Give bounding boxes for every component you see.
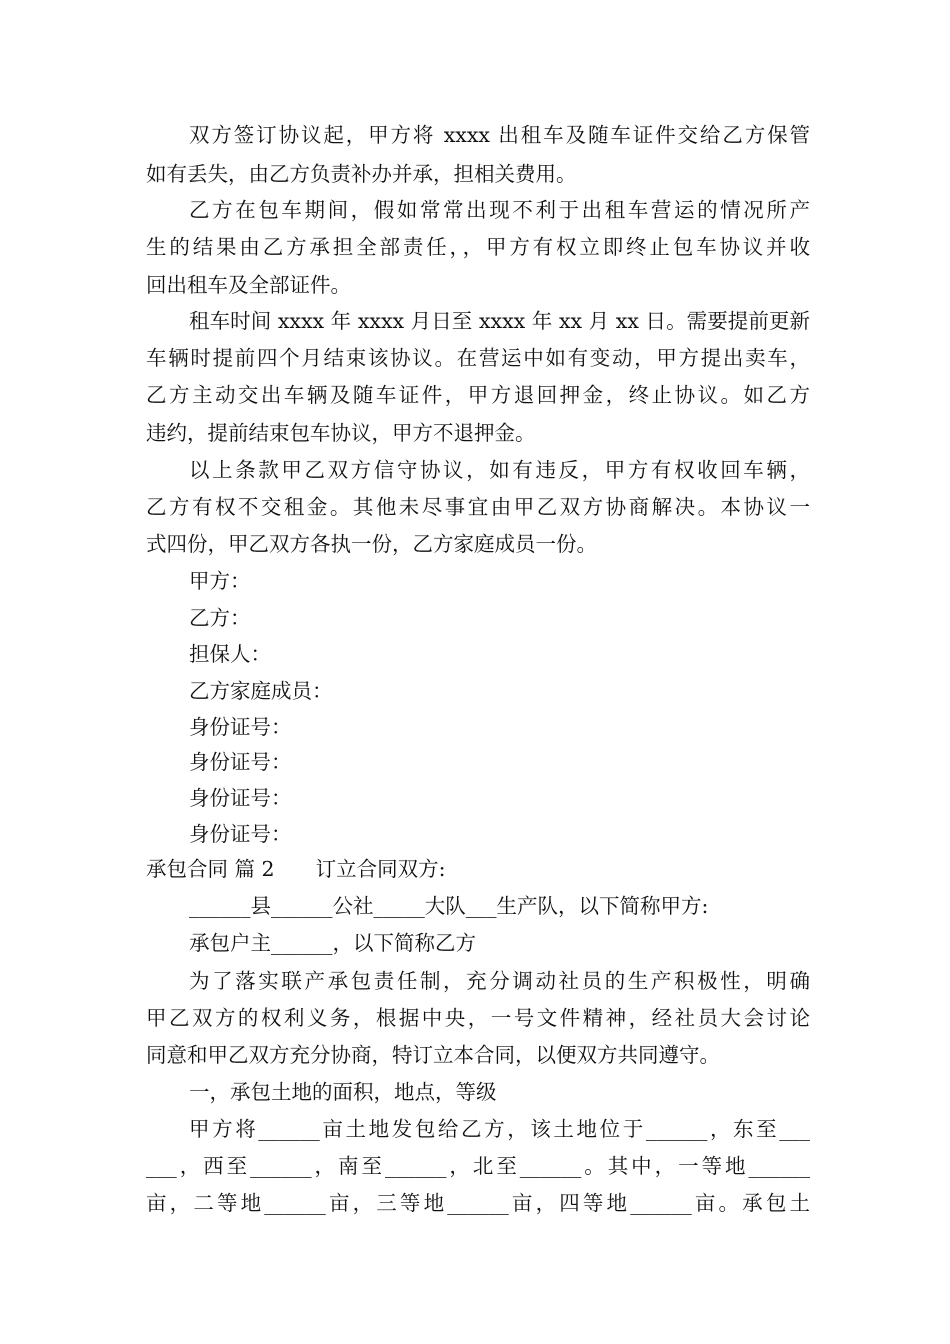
paragraph-line: 甲方将______亩土地发包给乙方，该土地位于______，东至___ xyxy=(189,1117,810,1141)
paragraph-line: ______县______公社_____大队___生产队，以下简称甲方: xyxy=(189,894,709,918)
paragraph-line: 式四份，甲乙双方各执一份，乙方家庭成员一份。 xyxy=(146,532,597,556)
paragraph-line: 甲乙双方的权利义务，根据中央，一号文件精神，经社员大会讨论 xyxy=(146,1006,810,1030)
paragraph-line: 乙方有权不交租金。其他未尽事宜由甲乙双方协商解决。本协议一 xyxy=(146,495,810,519)
paragraph-line: 乙方主动交出车辆及随车证件，甲方退回押金，终止协议。如乙方 xyxy=(146,383,810,407)
id-number-label: 身份证号： xyxy=(189,715,292,739)
paragraph-line: 同意和甲乙双方充分协商，特订立本合同，以便双方共同遵守。 xyxy=(146,1043,720,1067)
section-heading: 承包合同 篇 2 订立合同双方: xyxy=(146,857,446,881)
paragraph-line: ___，西至______，南至______，北至______。其中，一等地______ xyxy=(146,1154,810,1178)
paragraph-line: 回出租车及全部证件。 xyxy=(146,273,351,297)
paragraph-line: 违约，提前结束包车协议，甲方不退押金。 xyxy=(146,421,536,445)
id-number-label: 身份证号： xyxy=(189,786,292,810)
signature-label-party-a: 甲方： xyxy=(189,569,251,593)
paragraph-line: 乙方在包车期间，假如常常出现不利于出租车营运的情况所产 xyxy=(189,198,810,222)
paragraph-line: 车辆时提前四个月结束该协议。在营运中如有变动，甲方提出卖车， xyxy=(146,346,810,370)
id-number-label: 身份证号： xyxy=(189,822,292,846)
signature-label-party-b: 乙方： xyxy=(189,606,251,630)
paragraph-line: 承包户主______，以下简称乙方 xyxy=(189,931,476,955)
signature-label-guarantor: 担保人： xyxy=(189,642,271,666)
subsection-heading: 一，承包土地的面积，地点，等级 xyxy=(189,1080,497,1104)
id-number-label: 身份证号： xyxy=(189,750,292,774)
paragraph-line: 为了落实联产承包责任制，充分调动社员的生产积极性，明确 xyxy=(189,969,810,993)
paragraph-line: 亩，二等地______亩，三等地______亩，四等地______亩。承包土 xyxy=(146,1191,810,1215)
paragraph-line: 以上条款甲乙双方信守协议，如有违反，甲方有权收回车辆， xyxy=(189,458,810,482)
paragraph-line: 如有丢失，由乙方负责补办并承，担相关费用。 xyxy=(146,162,577,186)
paragraph-line: 生的结果由乙方承担全部责任，，甲方有权立即终止包车协议并收 xyxy=(146,235,810,259)
paragraph-line: 租车时间 xxxx 年 xxxx 月日至 xxxx 年 xx 月 xx 日。需要提前更新 xyxy=(189,309,810,333)
signature-label-family: 乙方家庭成员： xyxy=(189,679,333,703)
paragraph-line: 双方签订协议起，甲方将 xxxx 出租车及随车证件交给乙方保管 xyxy=(189,123,810,147)
